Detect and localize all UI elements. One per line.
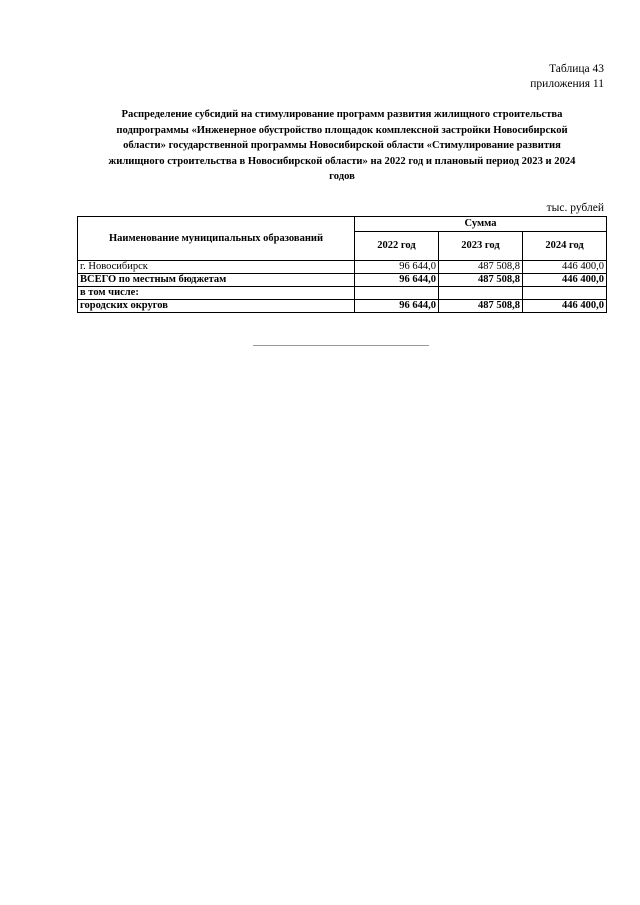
document-title — [78, 107, 606, 185]
column-header-year: 2024 год — [523, 232, 607, 261]
value-cell: 446 400,0 — [523, 300, 607, 313]
end-divider-line — [253, 345, 429, 346]
value-cell: 446 400,0 — [523, 261, 607, 274]
title-line: подпрограммы «Инженерное обустройство площадок комплексной застройки Новосибирской — [116, 124, 568, 136]
title-line: области» государственной программы Новосибирской области «Стимулирование развития — [123, 140, 561, 151]
value-cell: 446 400,0 — [523, 274, 607, 287]
table-row — [78, 261, 607, 274]
title-line: годов — [329, 171, 355, 182]
value-cell: 96 644,0 — [355, 261, 439, 274]
value-cell: 96 644,0 — [355, 300, 439, 313]
row-name-cell: г. Новосибирск — [78, 261, 355, 274]
value-cell: 487 508,8 — [439, 261, 523, 274]
row-name-cell: ВСЕГО по местным бюджетам — [78, 274, 355, 287]
column-header-sum: Сумма — [355, 217, 607, 232]
row-name-cell: городских округов — [78, 300, 355, 313]
value-cell — [355, 287, 439, 300]
table-number: Таблица 43 — [549, 63, 604, 75]
units-label: тыс. рублей — [546, 202, 604, 214]
value-cell: 487 508,8 — [439, 274, 523, 287]
table-row-city-districts — [78, 300, 607, 313]
row-name-cell: в том числе: — [78, 287, 355, 300]
value-cell: 487 508,8 — [439, 300, 523, 313]
value-cell: 96 644,0 — [355, 274, 439, 287]
table-row-total — [78, 274, 607, 287]
column-header-name: Наименование муниципальных образований — [78, 217, 355, 261]
subsidy-table — [77, 216, 607, 313]
table-reference — [530, 62, 604, 92]
column-header-year: 2023 год — [439, 232, 523, 261]
appendix-reference: приложения 11 — [530, 78, 604, 90]
value-cell — [439, 287, 523, 300]
title-line: Распределение субсидий на стимулирование программ развития жилищного строительства — [121, 109, 563, 120]
title-line: жилищного строительства в Новосибирской области» на 2022 год и плановый период 2023 и 2024 — [108, 155, 576, 167]
column-header-year: 2022 год — [355, 232, 439, 261]
table-row-including — [78, 287, 607, 300]
value-cell — [523, 287, 607, 300]
